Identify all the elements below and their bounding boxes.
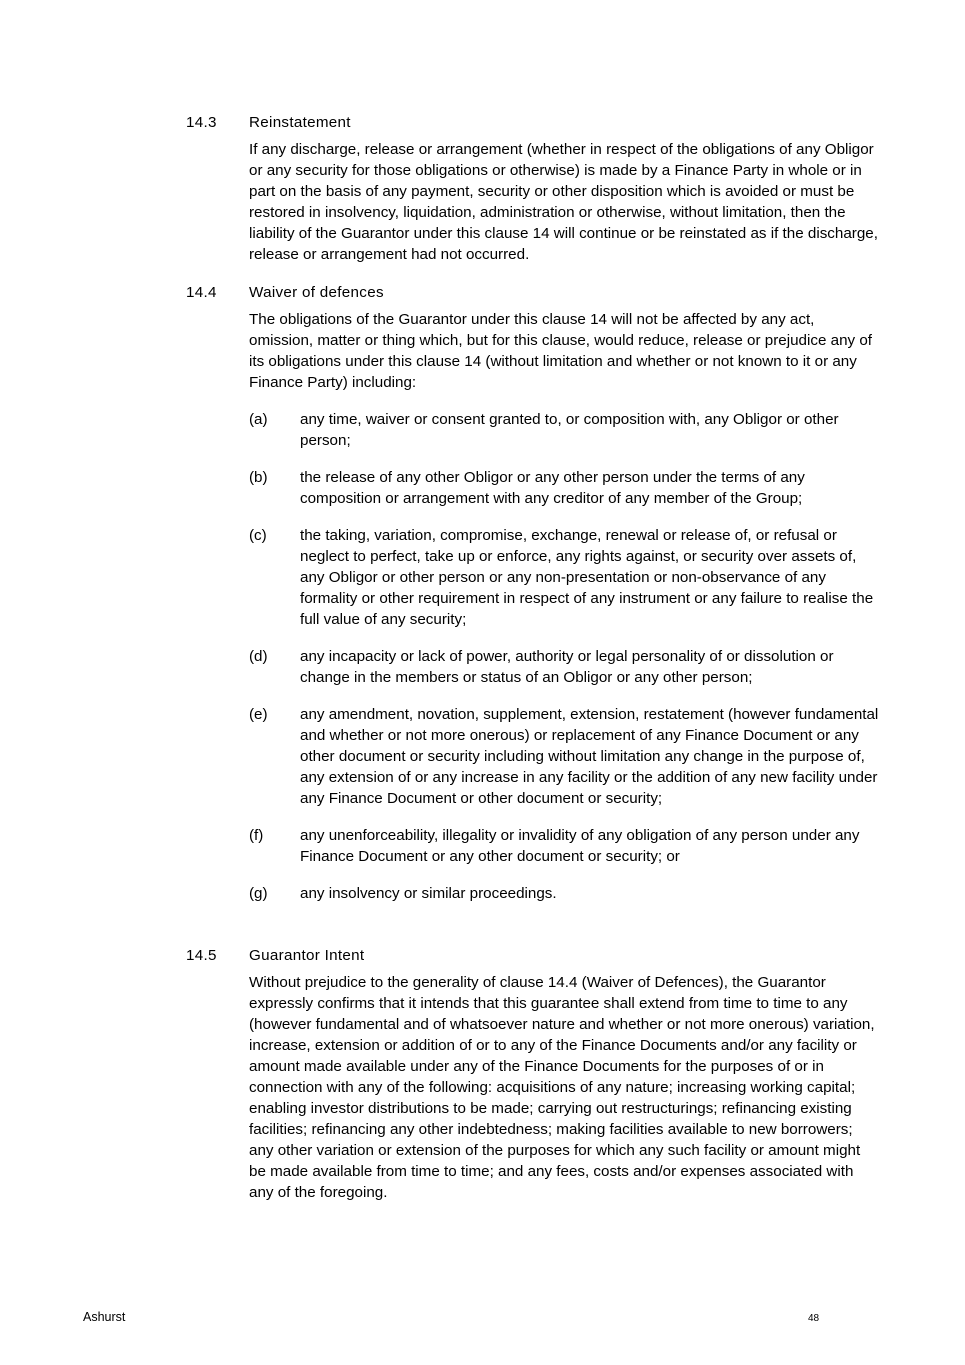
list-item [249,409,881,451]
list-item-text: any insolvency or similar proceedings. [300,885,557,902]
list-item-text: the taking, variation, compromise, exchange, renewal or release of, or refusal or neglect to perfect, take up or enforce, any rights against, or security over assets of, any Obligor or other person or any non-presentation or non-observance of any formality or other requirement in respect of any instrument or any failure to realise the full value of any security; [300,527,874,628]
list-item-label: (f) [249,827,264,844]
list-item [249,646,881,688]
section-title: Guarantor Intent [249,947,365,964]
section-14-4 [186,282,886,904]
section-title: Waiver of defences [249,284,384,301]
section-14-5 [186,945,886,1203]
section-paragraph: If any discharge, release or arrangement (whether in respect of the obligations of any Obligor or any security for those obligations or otherwise) is made by a Finance Party in whole or in part on the basis of any payment, security or other disposition which is avoided or must be restored in insolvency, liquidation, administration or otherwise, without limitation, then the liability of the Guarantor under this clause 14 will continue or be reinstated as if the discharge, release or arrangement had not occurred. [249,141,878,263]
list-item-text: any amendment, novation, supplement, extension, restatement (however fundamental and whether or not more onerous) or replacement of any Finance Document or any other document or security including without limitation any change in the purpose of, any extension of or any increase in any facility or the addition of any new facility under any Finance Document or other document or security; [300,706,879,807]
list-item-label: (c) [249,527,267,544]
list-item [249,825,881,867]
section-body [249,972,881,1203]
list-item [249,704,881,809]
section-paragraph: The obligations of the Guarantor under this clause 14 will not be affected by any act, omission, matter or thing which, but for this clause, would reduce, release or prejudice any of its obligations under this clause 14 (without limitation and whether or not known to it or any Finance Party) including: [249,311,872,391]
list-item-label: (b) [249,469,268,486]
list-item-text: any incapacity or lack of power, authority or legal personality of or dissolution or change in the members or status of an Obligor or any other person; [300,648,834,686]
section-heading [186,945,886,966]
list-item-text: any unenforceability, illegality or invalidity of any obligation of any person under any Finance Document or any other document or security; or [300,827,860,865]
section-number: 14.5 [186,947,217,964]
section-number: 14.3 [186,114,217,131]
list-item-label: (a) [249,411,268,428]
section-number: 14.4 [186,284,217,301]
section-heading [186,112,886,133]
list-item-text: any time, waiver or consent granted to, or composition with, any Obligor or other person; [300,411,839,449]
list-item-text: the release of any other Obligor or any other person under the terms of any composition or arrangement with any creditor of any member of the Group; [300,469,805,507]
section-heading [186,282,886,303]
list-item-label: (d) [249,648,268,665]
section-title: Reinstatement [249,114,351,131]
section-body [249,139,881,265]
list-item [249,883,881,904]
section-body [249,309,881,904]
list [249,409,881,904]
section-14-3 [186,112,886,265]
footer-page-number: 48 [808,1313,820,1324]
list-item-label: (e) [249,706,268,723]
section-paragraph: Without prejudice to the generality of clause 14.4 (Waiver of Defences), the Guarantor expressly confirms that it intends that this guarantee shall extend from time to time to any (however fundamental and of whatsoever nature and whether or not more onerous) variation, increase, extension or addition of or to any of the Finance Documents and/or any facility or amount made available under any of the Finance Documents for the purposes of or in connection with any of the following: acquisitions of any nature; increasing working capital; enabling investor distributions to be made; carrying out restructurings; refinancing existing facilities; refinancing any other indebtedness; making facilities available to new borrowers; any other variation or extension of the purposes for which any such facility or amount might be made available from time to time; and any fees, costs and/or expenses associated with any of the foregoing. [249,974,875,1201]
list-item-label: (g) [249,885,268,902]
list-item [249,525,881,630]
footer-firm-name: Ashurst [83,1310,126,1324]
list-item [249,467,881,509]
